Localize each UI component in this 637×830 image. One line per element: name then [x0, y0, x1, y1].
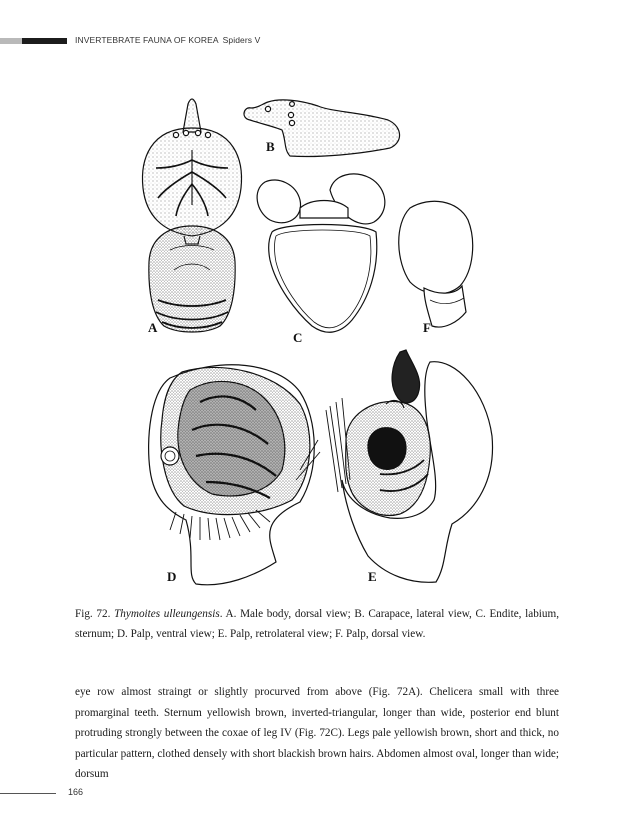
panel-a-drawing: [143, 99, 242, 332]
panel-label-d: D: [167, 569, 177, 584]
panel-label-e: E: [368, 569, 377, 584]
footer-rule: [0, 793, 56, 794]
panel-label-a: A: [148, 320, 158, 335]
caption-fig-label: Fig. 72.: [75, 608, 111, 620]
caption-species-name: Thymoites ulleungensis: [114, 608, 220, 620]
panel-e-drawing: [326, 350, 493, 582]
panel-f-drawing: [399, 201, 473, 327]
page-number: 166: [68, 787, 84, 797]
figure-caption: [75, 604, 559, 644]
body-paragraph: eye row almost straingt or slightly procurved from above (Fig. 72A). Chelicera small with three promarginal teeth. Sternum yellowish brown, inverted-triangular, longer than wide, posterior end blunt protruding strongly between the coxae of leg IV (Fig. 72C). Legs pale yellowish brown, short and thick, no particular pattern, clothed densely with short blackish brown hairs. Abdomen almost oval, longer than wide; dorsum: [75, 686, 559, 780]
running-header-title: INVERTEBRATE FAUNA OF KOREA: [75, 35, 219, 45]
panel-label-f: F: [423, 320, 431, 335]
panel-c-drawing: [257, 174, 385, 332]
panel-label-b: B: [266, 139, 275, 154]
panel-label-c: C: [293, 330, 303, 345]
running-header-subtitle: Spiders V: [222, 35, 261, 45]
caption-text: . A. Male body, dorsal view; B. Carapace, lateral view, C. Endite, labium, sternum; D. Palp, ventral view; E. Palp, retrolateral view; F. Palp, dorsal view.: [75, 608, 559, 640]
panel-d-drawing: [149, 365, 320, 585]
